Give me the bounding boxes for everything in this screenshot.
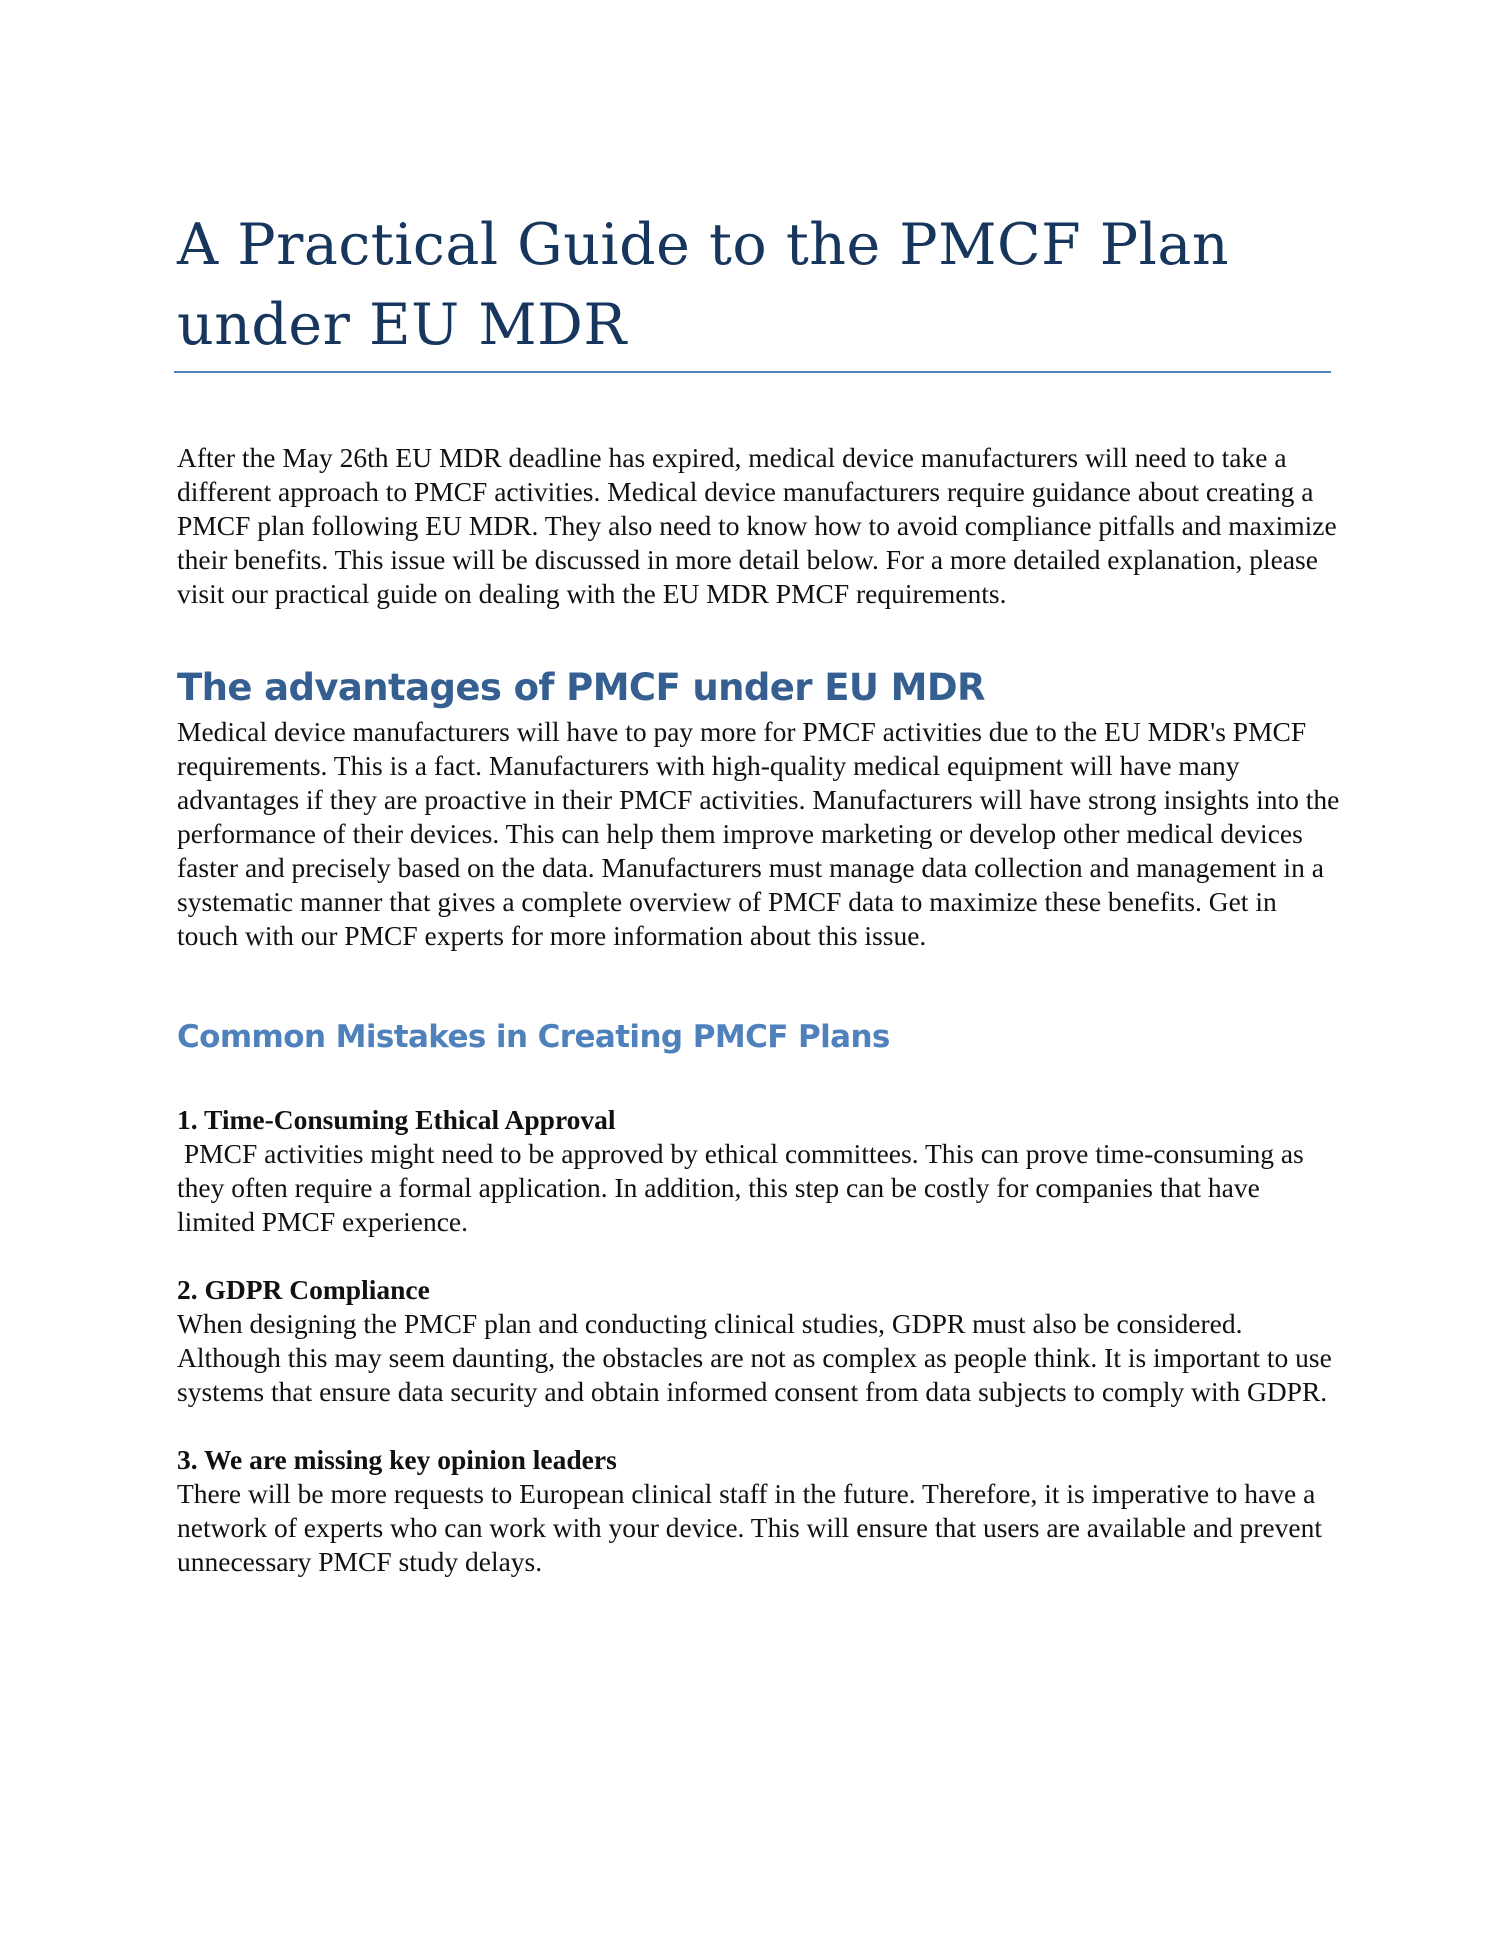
mistake-title: 1. Time-Consuming Ethical Approval	[177, 1104, 616, 1135]
mistake-body: There will be more requests to European clinical staff in the future. Therefore, it is imperative to have a network of experts who can work with your device. This will ensure that users are available and prevent unnecessary PMCF study delays.	[177, 1478, 1322, 1577]
mistake-body: PMCF activities might need to be approved by ethical committees. This can prove time-consuming as they often require a formal application. In addition, this step can be costly for companies that have limited PMCF experience.	[177, 1138, 1311, 1237]
document-content	[177, 205, 1342, 1579]
mistakes-heading: Common Mistakes in Creating PMCF Plans	[177, 1019, 890, 1055]
document-title: A Practical Guide to the PMCF Plan under EU MDR	[177, 212, 1230, 358]
mistake-item	[177, 1103, 1342, 1239]
mistake-title: 2. GDPR Compliance	[177, 1274, 430, 1305]
intro-paragraph: After the May 26th EU MDR deadline has expired, medical device manufacturers will need to take a different approach to PMCF activities. Medical device manufacturers require guidance about creating a PMCF plan following EU MDR. They also need to know how to avoid compliance pitfalls and maximize their benefits. This issue will be discussed in more detail below. For a more detailed explanation, please visit our practical guide on dealing with the EU MDR PMCF requirements.	[177, 442, 1337, 609]
mistake-item	[177, 1273, 1342, 1409]
advantages-paragraph: Medical device manufacturers will have to pay more for PMCF activities due to the EU MDR's PMCF requirements. This is a fact. Manufacturers with high-quality medical equipment will have many advantages if they are proactive in their PMCF activities. Manufacturers will have strong insights into the performance of their devices. This can help them improve marketing or develop other medical devices faster and precisely based on the data. Manufacturers must manage data collection and management in a systematic manner that gives a complete overview of PMCF data to maximize these benefits. Get in touch with our PMCF experts for more information about this issue.	[177, 716, 1340, 951]
mistake-body: When designing the PMCF plan and conducting clinical studies, GDPR must also be considered. Although this may seem daunting, the obstacles are not as complex as people think. It is important to use systems that ensure data security and obtain informed consent from data subjects to comply with GDPR.	[177, 1308, 1332, 1407]
mistake-title: 3. We are missing key opinion leaders	[177, 1444, 617, 1475]
title-underline-rule	[174, 371, 1331, 373]
advantages-heading: The advantages of PMCF under EU MDR	[177, 666, 985, 709]
mistake-item	[177, 1443, 1342, 1579]
